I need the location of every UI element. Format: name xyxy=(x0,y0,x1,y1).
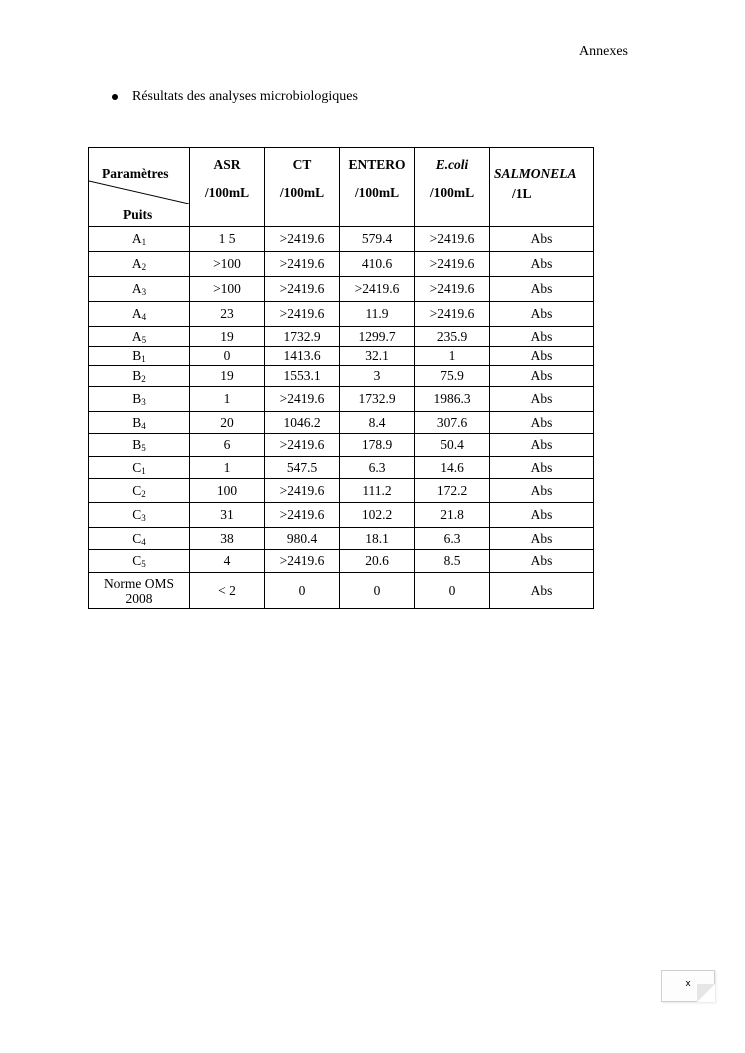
value-cell: >2419.6 xyxy=(415,302,490,327)
column-name: SALMONELA xyxy=(494,166,577,181)
value-cell: Abs xyxy=(490,347,594,366)
value-cell: 102.2 xyxy=(340,503,415,528)
norm-value-cell: 0 xyxy=(265,573,340,609)
well-cell xyxy=(89,412,190,434)
value-cell: 20.6 xyxy=(340,550,415,573)
column-unit: /100mL xyxy=(354,185,400,200)
value-cell: 20 xyxy=(190,412,265,434)
value-cell: >2419.6 xyxy=(265,479,340,503)
corner-parametres: Paramètres xyxy=(102,166,169,181)
well-cell xyxy=(89,227,190,252)
norm-label-line1: Norme OMS xyxy=(103,575,175,591)
value-cell: >2419.6 xyxy=(265,302,340,327)
well-letter: A xyxy=(131,281,142,296)
well-cell xyxy=(89,366,190,387)
value-cell: 0 xyxy=(190,347,265,366)
well-cell xyxy=(89,528,190,550)
value-cell: >100 xyxy=(190,277,265,302)
value-cell: 1986.3 xyxy=(415,387,490,412)
table-row xyxy=(89,412,594,434)
well-index: 4 xyxy=(141,312,147,322)
column-unit: /100mL xyxy=(429,185,475,200)
value-cell: 1 xyxy=(415,347,490,366)
well-cell xyxy=(89,277,190,302)
norm-value-cell: 0 xyxy=(340,573,415,609)
value-cell: >2419.6 xyxy=(265,434,340,457)
well-index: 4 xyxy=(141,420,146,431)
well-index: 2 xyxy=(141,262,147,272)
value-cell: Abs xyxy=(490,457,594,479)
table-row xyxy=(89,550,594,573)
well-cell xyxy=(89,550,190,573)
value-cell: 8.5 xyxy=(415,550,490,573)
column-name: ASR xyxy=(213,157,241,172)
column-name: ENTERO xyxy=(348,157,406,172)
norm-value-cell: < 2 xyxy=(190,573,265,609)
value-cell: 1 5 xyxy=(190,227,265,252)
well-letter: B xyxy=(132,348,142,363)
well-letter: A xyxy=(131,256,142,271)
value-cell: 21.8 xyxy=(415,503,490,528)
value-cell: 100 xyxy=(190,479,265,503)
value-cell: >100 xyxy=(190,252,265,277)
well-index: 3 xyxy=(141,287,147,297)
value-cell: 1553.1 xyxy=(265,366,340,387)
column-header-ecoli xyxy=(415,148,490,227)
value-cell: 1732.9 xyxy=(340,387,415,412)
value-cell: 19 xyxy=(190,327,265,347)
well-index: 5 xyxy=(141,443,146,453)
value-cell: Abs xyxy=(490,528,594,550)
value-cell: >2419.6 xyxy=(265,277,340,302)
value-cell: Abs xyxy=(490,327,594,347)
well-letter: C xyxy=(132,553,142,568)
table-row xyxy=(89,302,594,327)
well-cell xyxy=(89,457,190,479)
value-cell: 980.4 xyxy=(265,528,340,550)
value-cell: 1732.9 xyxy=(265,327,340,347)
table-row xyxy=(89,366,594,387)
value-cell: 8.4 xyxy=(340,412,415,434)
value-cell: Abs xyxy=(490,434,594,457)
norm-label-cell xyxy=(89,573,190,609)
value-cell: 1413.6 xyxy=(265,347,340,366)
value-cell: Abs xyxy=(490,387,594,412)
well-letter: B xyxy=(132,391,142,406)
value-cell: Abs xyxy=(490,479,594,503)
value-cell: 307.6 xyxy=(415,412,490,434)
value-cell: 14.6 xyxy=(415,457,490,479)
well-index: 3 xyxy=(141,513,146,523)
corner-cell xyxy=(89,148,190,227)
well-letter: A xyxy=(131,231,142,246)
well-index: 1 xyxy=(141,237,147,247)
norm-label-line2: 2008 xyxy=(125,590,153,606)
value-cell: 547.5 xyxy=(265,457,340,479)
norm-value-cell: Abs xyxy=(490,573,594,609)
well-letter: B xyxy=(132,414,142,430)
column-unit: /100mL xyxy=(204,185,250,200)
well-letter: B xyxy=(132,368,142,383)
value-cell: 6 xyxy=(190,434,265,457)
well-cell xyxy=(89,252,190,277)
table-row xyxy=(89,503,594,528)
well-cell xyxy=(89,347,190,366)
value-cell: 3 xyxy=(340,366,415,387)
table-row xyxy=(89,227,594,252)
value-cell: Abs xyxy=(490,366,594,387)
value-cell: 1 xyxy=(190,387,265,412)
value-cell: Abs xyxy=(490,412,594,434)
value-cell: >2419.6 xyxy=(265,252,340,277)
corner-puits: Puits xyxy=(123,207,153,222)
page-fold-icon xyxy=(697,984,715,1002)
value-cell: 50.4 xyxy=(415,434,490,457)
results-table xyxy=(88,147,594,609)
page-number: x xyxy=(685,979,691,989)
well-index: 5 xyxy=(141,334,147,345)
well-cell xyxy=(89,302,190,327)
value-cell: 6.3 xyxy=(415,528,490,550)
value-cell: 75.9 xyxy=(415,366,490,387)
value-cell: 6.3 xyxy=(340,457,415,479)
table-header-row xyxy=(89,148,594,227)
table-row xyxy=(89,479,594,503)
column-name: E.coli xyxy=(435,157,469,172)
well-letter: C xyxy=(132,459,142,475)
well-cell xyxy=(89,434,190,457)
column-unit: /100mL xyxy=(279,185,325,200)
value-cell: 23 xyxy=(190,302,265,327)
value-cell: >2419.6 xyxy=(415,277,490,302)
bullet-item xyxy=(112,89,358,105)
well-index: 5 xyxy=(141,559,146,569)
value-cell: >2419.6 xyxy=(265,387,340,412)
well-letter: C xyxy=(132,482,142,498)
table-row xyxy=(89,434,594,457)
table-row xyxy=(89,327,594,347)
well-letter: B xyxy=(132,437,142,452)
value-cell: Abs xyxy=(490,277,594,302)
value-cell: Abs xyxy=(490,302,594,327)
norm-value-cell: 0 xyxy=(415,573,490,609)
norm-row xyxy=(89,573,594,609)
well-cell xyxy=(89,503,190,528)
well-index: 2 xyxy=(141,374,146,384)
value-cell: 178.9 xyxy=(340,434,415,457)
table-row xyxy=(89,277,594,302)
table-row xyxy=(89,387,594,412)
well-letter: A xyxy=(131,306,142,321)
value-cell: Abs xyxy=(490,227,594,252)
table-row xyxy=(89,528,594,550)
value-cell: 410.6 xyxy=(340,252,415,277)
value-cell: 31 xyxy=(190,503,265,528)
page-number-badge xyxy=(661,970,715,1002)
well-letter: A xyxy=(131,328,142,344)
value-cell: 18.1 xyxy=(340,528,415,550)
well-cell xyxy=(89,479,190,503)
table-row xyxy=(89,347,594,366)
value-cell: Abs xyxy=(490,252,594,277)
well-cell xyxy=(89,387,190,412)
column-header-asr xyxy=(190,148,265,227)
table-row xyxy=(89,252,594,277)
well-index: 4 xyxy=(141,536,146,547)
value-cell: >2419.6 xyxy=(265,227,340,252)
value-cell: >2419.6 xyxy=(415,227,490,252)
value-cell: 1 xyxy=(190,457,265,479)
value-cell: 32.1 xyxy=(340,347,415,366)
value-cell: Abs xyxy=(490,503,594,528)
value-cell: >2419.6 xyxy=(415,252,490,277)
header-section-title: Annexes xyxy=(579,44,628,59)
bullet-icon xyxy=(112,94,118,100)
value-cell: >2419.6 xyxy=(265,503,340,528)
value-cell: >2419.6 xyxy=(265,550,340,573)
value-cell: 111.2 xyxy=(340,479,415,503)
well-index: 1 xyxy=(141,465,146,476)
value-cell: 579.4 xyxy=(340,227,415,252)
column-name: CT xyxy=(292,157,312,172)
well-letter: C xyxy=(132,530,142,546)
well-index: 1 xyxy=(141,354,146,364)
value-cell: 1046.2 xyxy=(265,412,340,434)
value-cell: 172.2 xyxy=(415,479,490,503)
well-index: 3 xyxy=(141,397,146,407)
column-header-entero xyxy=(340,148,415,227)
bullet-text: Résultats des analyses microbiologiques xyxy=(132,89,358,104)
value-cell: 38 xyxy=(190,528,265,550)
well-letter: C xyxy=(132,507,142,522)
value-cell: 1299.7 xyxy=(340,327,415,347)
value-cell: >2419.6 xyxy=(340,277,415,302)
value-cell: 4 xyxy=(190,550,265,573)
table-row xyxy=(89,457,594,479)
column-header-salmonela xyxy=(490,148,594,227)
well-index: 2 xyxy=(141,488,146,499)
value-cell: 11.9 xyxy=(340,302,415,327)
value-cell: 235.9 xyxy=(415,327,490,347)
column-unit: /1L xyxy=(512,186,532,201)
value-cell: 19 xyxy=(190,366,265,387)
value-cell: Abs xyxy=(490,550,594,573)
well-cell xyxy=(89,327,190,347)
column-header-ct xyxy=(265,148,340,227)
